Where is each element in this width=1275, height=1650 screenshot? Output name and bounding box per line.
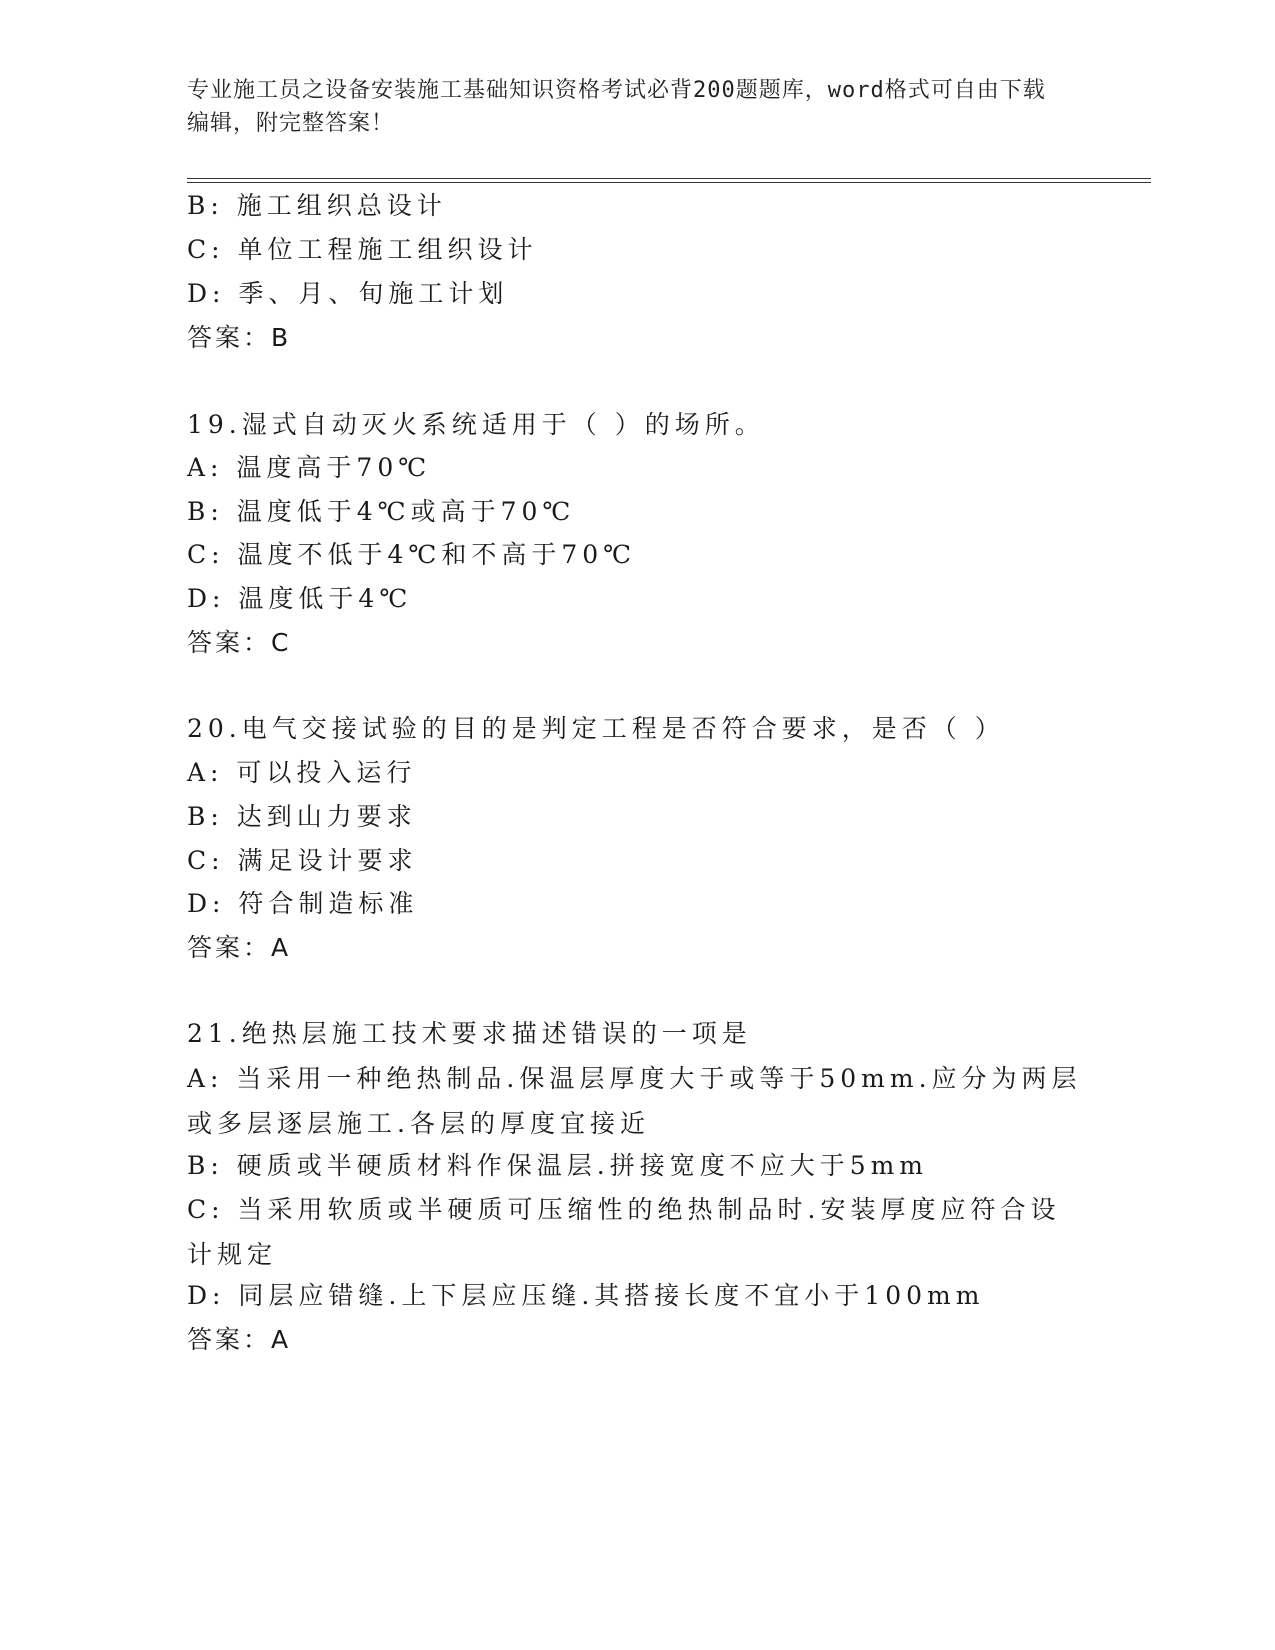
option-a: A: 当采用一种绝热制品.保温层厚度大于或等于50mm.应分为两层或多层逐层施工.各层的厚度宜接近 xyxy=(187,1064,1082,1138)
option-a: A: 可以投入运行 xyxy=(187,758,417,787)
option-b: B: 温度低于4℃或高于70℃ xyxy=(187,497,576,526)
option-b: B: 施工组织总设计 xyxy=(187,191,447,220)
answer: 答案：C xyxy=(187,628,292,657)
option-c: C: 满足设计要求 xyxy=(187,846,418,875)
option-c: C: 单位工程施工组织设计 xyxy=(187,235,538,264)
document-header: 专业施工员之设备安装施工基础知识资格考试必背200题题库，word格式可自由下载编辑，附完整答案！ xyxy=(187,78,1046,136)
option-d: D: 温度低于4℃ xyxy=(187,584,413,613)
answer: 答案：B xyxy=(187,323,292,352)
answer: 答案：A xyxy=(187,933,292,962)
option-d: D: 季、月、旬施工计划 xyxy=(187,279,509,308)
answer: 答案：A xyxy=(187,1325,292,1354)
question-stem: 21.绝热层施工技术要求描述错误的一项是 xyxy=(187,1019,752,1048)
option-d: D: 符合制造标准 xyxy=(187,889,419,918)
header-rule-top xyxy=(187,178,1151,179)
header-rule-bottom xyxy=(187,182,1151,183)
option-b: B: 硬质或半硬质材料作保温层.拼接宽度不应大于5mm xyxy=(187,1151,929,1180)
option-c: C: 当采用软质或半硬质可压缩性的绝热制品时.安装厚度应符合设计规定 xyxy=(187,1195,1061,1269)
option-a: A: 温度高于70℃ xyxy=(187,453,432,482)
option-d: D: 同层应错缝.上下层应压缝.其搭接长度不宜小于100mm xyxy=(187,1281,985,1310)
option-c: C: 温度不低于4℃和不高于70℃ xyxy=(187,540,637,569)
option-b: B: 达到山力要求 xyxy=(187,802,417,831)
question-stem: 20.电气交接试验的目的是判定工程是否符合要求，是否（ ） xyxy=(187,714,1005,743)
question-stem: 19.湿式自动灭火系统适用于（ ）的场所。 xyxy=(187,410,765,439)
